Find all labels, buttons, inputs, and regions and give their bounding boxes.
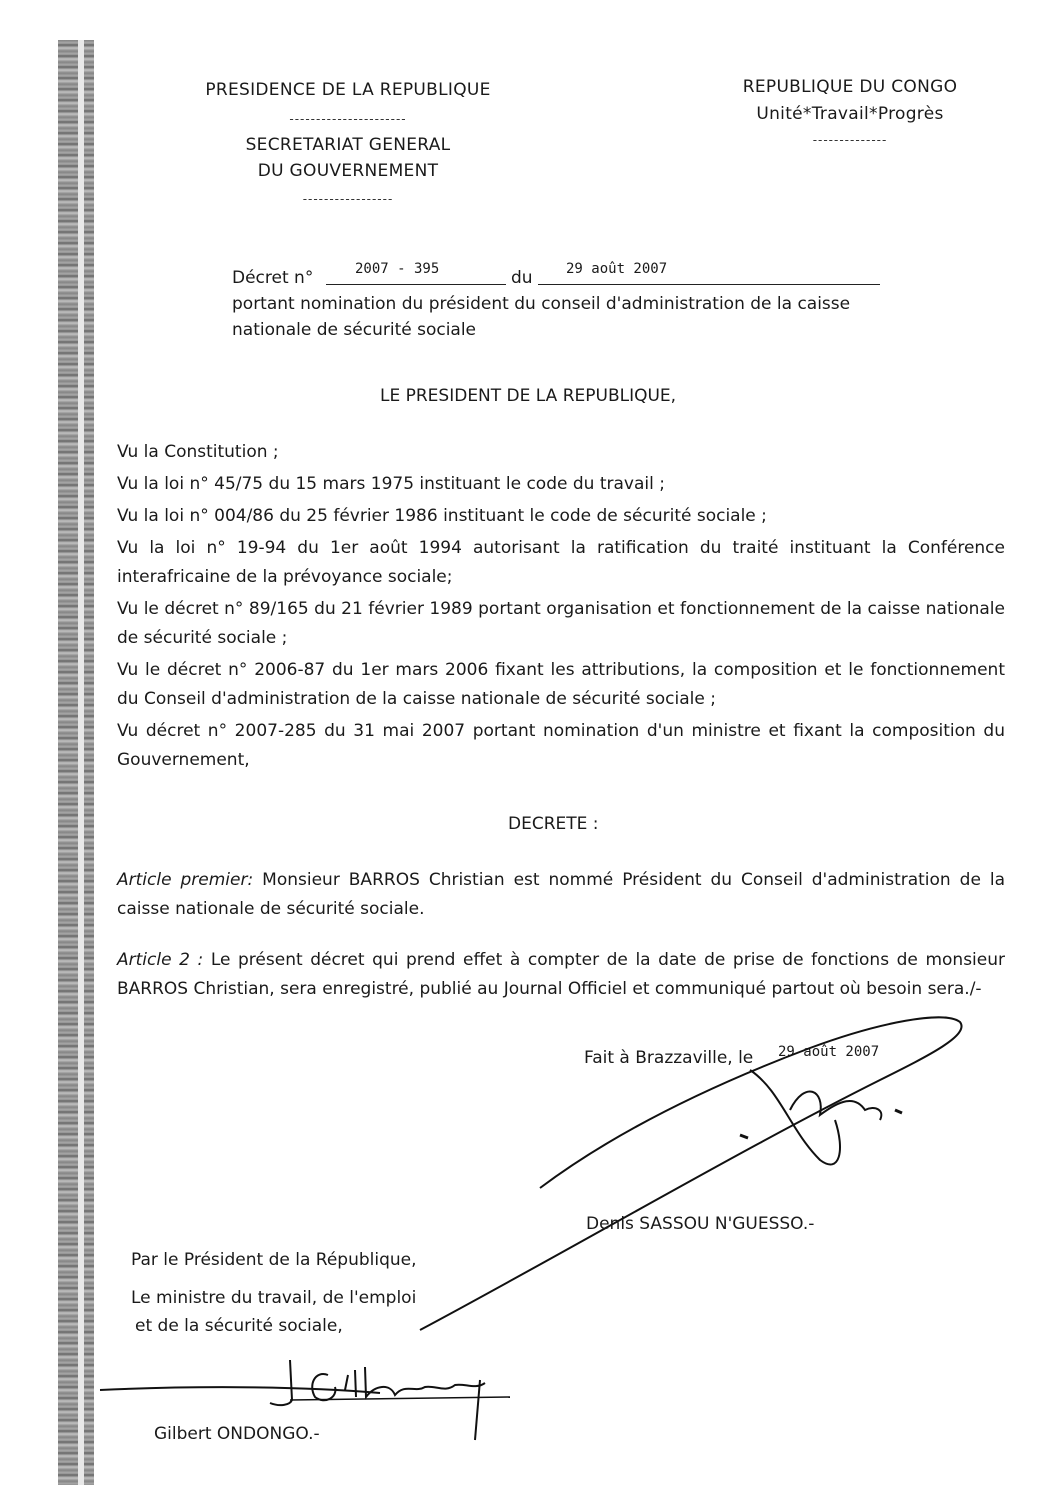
countersign-line1: Par le Président de la République,: [131, 1250, 417, 1270]
visa-decret-2007-285: Vu décret n° 2007-285 du 31 mai 2007 portant nomination d'un ministre et fixant la composition du Gouvernement,: [117, 721, 1005, 770]
decree-date-line: [538, 284, 880, 285]
signing-date: 29 août 2007: [778, 1044, 880, 1060]
decree-label: Décret n°: [232, 268, 314, 288]
decree-number-line: [326, 284, 506, 285]
decree-subject-line2: nationale de sécurité sociale: [232, 320, 477, 340]
visa-loi-004-86: Vu la loi n° 004/86 du 25 février 1986 instituant le code de sécurité sociale ;: [117, 506, 767, 526]
president-signature: [320, 1010, 980, 1350]
header-presidence: PRESIDENCE DE LA REPUBLIQUE: [205, 80, 491, 100]
visa-loi-45-75: Vu la loi n° 45/75 du 15 mars 1975 instituant le code du travail ;: [117, 474, 665, 494]
decree-subject-line1: portant nomination du président du conseil d'administration de la caisse: [232, 294, 851, 314]
header-secretariat: SECRETARIAT GENERAL: [245, 135, 451, 155]
header-separator-2: -----------------: [302, 192, 394, 206]
article-2-text: Le présent décret qui prend effet à compter de la date de prise de fonctions de monsieur BARROS Christian, sera enregistré, publié au Journal Officiel et communiqué partout où besoin sera./-: [117, 950, 1005, 999]
decrete-heading: DECRETE :: [508, 814, 599, 834]
decree-number: 2007 - 395: [355, 261, 440, 277]
article-2: [117, 946, 1005, 1004]
visa-decret-89-165: Vu le décret n° 89/165 du 21 février 1989 portant organisation et fonctionnement de la caisse nationale de sécurité sociale ;: [117, 599, 1005, 648]
countersign-line3: et de la sécurité sociale,: [135, 1316, 343, 1336]
visa-loi-19-94: Vu la loi n° 19-94 du 1er août 1994 autorisant la ratification du traité instituant la Conférence interafricaine de la prévoyance sociale;: [117, 538, 1005, 587]
header-republique: REPUBLIQUE DU CONGO: [742, 77, 958, 97]
decree-du-label: du: [511, 268, 533, 288]
decree-date: 29 août 2007: [566, 261, 668, 277]
binder-edge: [58, 40, 94, 1485]
visas-block: [117, 438, 1005, 778]
header-separator-right: --------------: [812, 133, 888, 147]
header-motto: Unité*Travail*Progrès: [756, 104, 944, 124]
president-heading: LE PRESIDENT DE LA REPUBLIQUE,: [380, 386, 677, 406]
header-gouvernement: DU GOUVERNEMENT: [257, 161, 439, 181]
header-separator-1: ----------------------: [289, 112, 407, 126]
article-1-label: Article premier:: [117, 870, 254, 890]
binder-highlight: [78, 40, 84, 1485]
article-2-label: Article 2 :: [117, 950, 204, 970]
signing-place: Fait à Brazzaville, le: [584, 1048, 754, 1068]
countersign-line2: Le ministre du travail, de l'emploi: [131, 1288, 417, 1308]
president-name: Denis SASSOU N'GUESSO.-: [586, 1214, 815, 1234]
visa-decret-2006-87: Vu le décret n° 2006-87 du 1er mars 2006 fixant les attributions, la composition et le fonctionnement du Conseil d'administration de la caisse nationale de sécurité sociale ;: [117, 660, 1005, 709]
article-1-text: Monsieur BARROS Christian est nommé Président du Conseil d'administration de la caisse nationale de sécurité sociale.: [117, 870, 1006, 919]
visa-constitution: Vu la Constitution ;: [117, 442, 279, 462]
minister-name: Gilbert ONDONGO.-: [154, 1424, 320, 1444]
article-1: [117, 866, 1005, 924]
